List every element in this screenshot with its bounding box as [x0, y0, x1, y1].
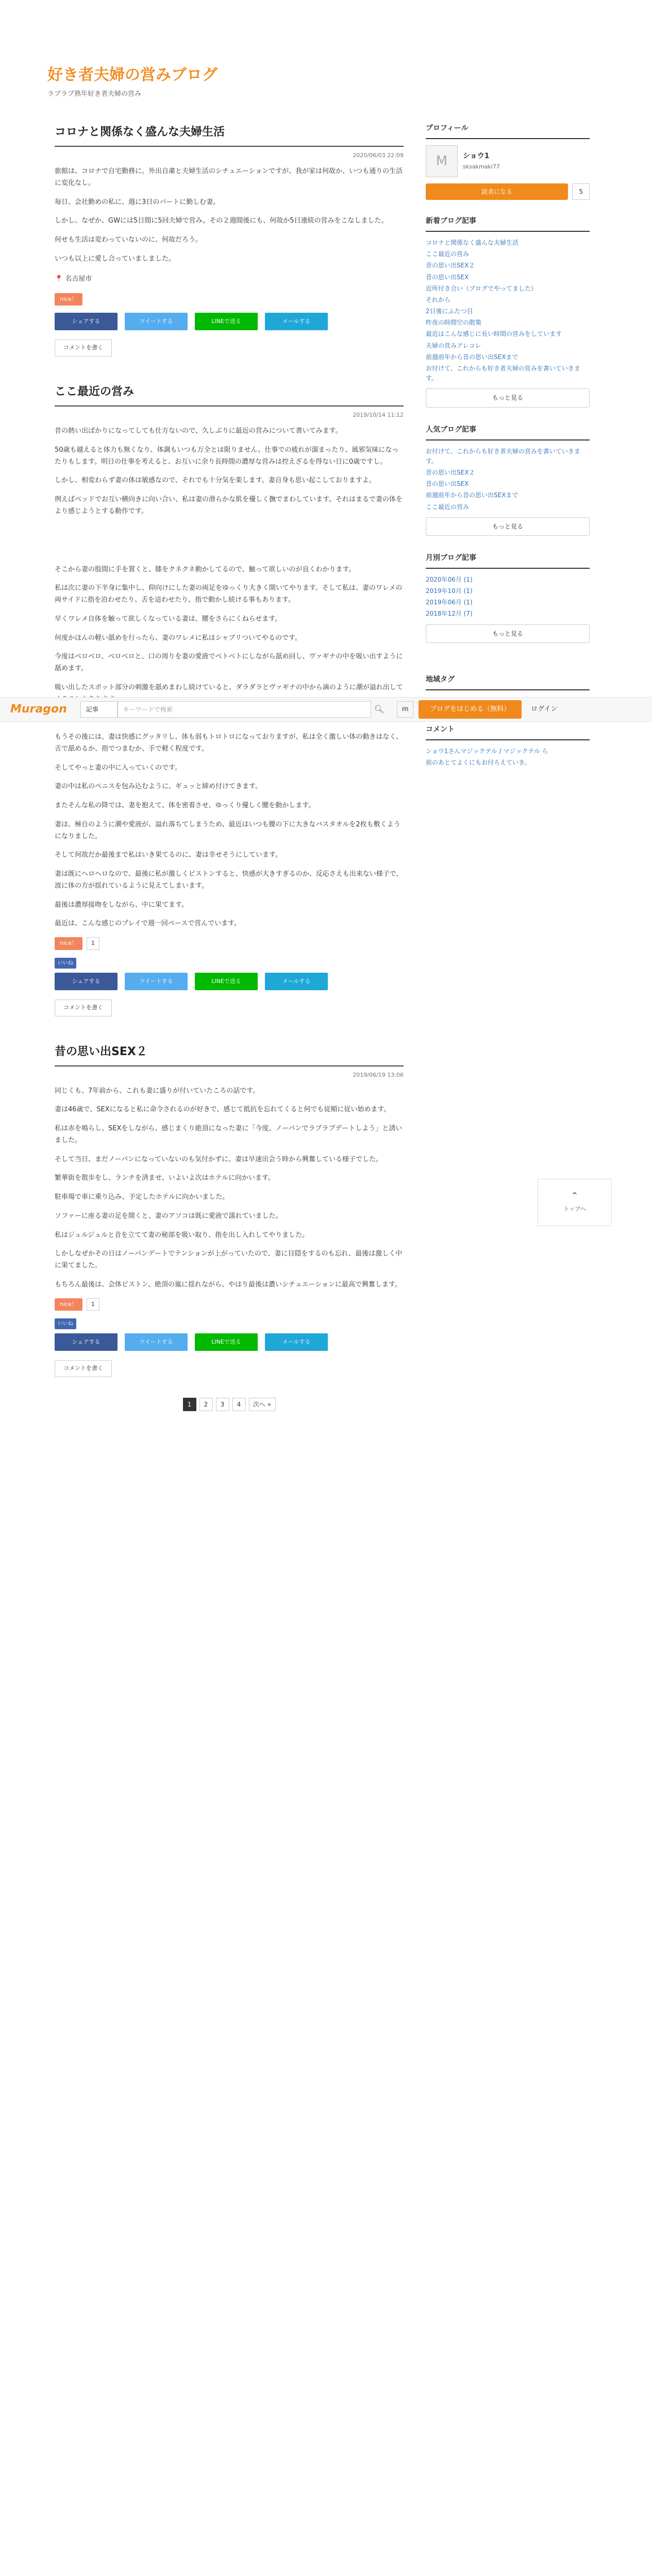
- mail-share-button[interactable]: メールする: [265, 313, 328, 330]
- search-input[interactable]: キーワードで検索: [118, 701, 371, 718]
- entry-paragraph: いつも以上に愛し合っていましました。: [55, 255, 176, 263]
- entry-paragraph: 今度はベロベロ、ベロベロと、口の周りを妻の愛液でベトベトにしながら舐め回し、ヴァギナの中を吸い出すように舐めます。: [55, 653, 403, 673]
- comment-list: [426, 747, 590, 768]
- entry-paragraph: 妻は、極自のように潮や愛液が、溢れ落ちてしまうため、最近はいつも腰の下に大きなバスタオルを2枚も敷くようになりました。: [55, 820, 400, 840]
- entry-paragraph: そして何故だか最後まで私はいき果てるのに、妻は幸せそうにしています。: [55, 851, 282, 859]
- profile: [426, 145, 590, 177]
- new-post-link[interactable]: 昨夜の時間空の散策: [426, 319, 482, 327]
- popular-posts-list: [426, 447, 590, 512]
- profile-name[interactable]: ショウ1: [463, 151, 490, 160]
- like-row: [55, 937, 404, 950]
- avatar[interactable]: M: [426, 145, 458, 177]
- facebook-share-button[interactable]: シェアする: [55, 1333, 118, 1351]
- entry-paragraph: しかし、なぜか、GWには5日間に5回夫婦で営み。その２週間後にも、何故か5日連続の営みをこなしました。: [55, 217, 388, 225]
- entry-paragraph: 最後は濃厚接吻をしながら、中に果てます。: [55, 901, 188, 909]
- new-post-link[interactable]: ここ最近の営み: [426, 250, 470, 258]
- entry-title[interactable]: ここ最近の営み: [55, 382, 404, 406]
- new-posts-list: [426, 238, 590, 383]
- nice-count: 1: [87, 1298, 99, 1311]
- main-column: [55, 123, 404, 1421]
- popular-post-link[interactable]: 昔の思い出SEX２: [426, 468, 475, 476]
- entry-date: 2019/10/14 11:12: [353, 412, 404, 419]
- line-share-button[interactable]: LINEで送る: [195, 1333, 258, 1351]
- entry-paragraph: 同じくも、7年前から、これも妻に盛りが付いていたころの話です。: [55, 1087, 260, 1095]
- monthly-heading: 月別ブログ記事: [426, 552, 590, 569]
- entry-paragraph: もちろん最後は、会体ピストン、絶頂の嵐に揺れながら、やはり最後は濃いシチュエーションに最高で興奮します。: [55, 1280, 402, 1289]
- entry-paragraph: しかし、相変わらず妻の体は敏感なので、それでも十分気を楽します。妻自身も思い起こしておりますよ。: [55, 477, 376, 485]
- line-share-button[interactable]: LINEで送る: [195, 313, 258, 330]
- pagination: [55, 1398, 404, 1411]
- twitter-share-button[interactable]: ツイートする: [125, 973, 188, 990]
- profile-id: sksakmaki77: [463, 163, 500, 171]
- new-post-link[interactable]: それから: [426, 296, 451, 303]
- profile-heading: プロフィール: [426, 123, 590, 139]
- popular-post-link[interactable]: ここ最近の営み: [426, 503, 470, 511]
- facebook-share-button[interactable]: シェアする: [55, 973, 118, 990]
- share-row: [55, 1333, 404, 1351]
- start-blog-button[interactable]: ブログをはじめる（無料）: [419, 700, 522, 719]
- entry: [55, 1042, 404, 1388]
- twitter-share-button[interactable]: ツイートする: [125, 313, 188, 330]
- new-post-link[interactable]: 最近はこんな感じに長い時間の営みをしています: [426, 330, 562, 338]
- month-link[interactable]: 2020年06月 (1): [426, 575, 473, 583]
- entry-paragraph: 私は赤を鳴らし、SEXをしながら、感じまくり絶頂になった妻に「今度、ノーパンでラブラブデートしよう」と誘いました。: [55, 1125, 403, 1144]
- popular-post-link[interactable]: 前週前年から昔の思い出SEXまで: [426, 492, 519, 499]
- back-to-top-label: トップへ: [563, 1205, 586, 1212]
- blog-header: [0, 0, 652, 123]
- reader-count: 5: [572, 183, 590, 200]
- entry-body: [55, 166, 404, 265]
- muragon-toolbar: [0, 697, 652, 722]
- month-link[interactable]: 2019年10月 (1): [426, 587, 473, 595]
- new-post-link[interactable]: 近所付き合い（ブログでやってました）: [426, 284, 538, 292]
- share-row: [55, 973, 404, 990]
- entry-paragraph: 私は次に妻の下半身に集中し、仰向けにした妻の両足をゆっくり大きく開いてやります。そして私は、妻のワレメの両サイドに指を沿わせたり、舌を這わせたり、指で動かし続ける事もあります。: [55, 584, 403, 604]
- pin-icon: 📍: [55, 275, 63, 283]
- next-page-link[interactable]: 次へ »: [249, 1398, 276, 1411]
- entry-paragraph: 旅館は、コロナで自宅勤務に。外出自粛と夫婦生活のシチュエーションですが、我が家は何故か、いつも通りの生活に変化なし。: [55, 167, 403, 187]
- page-2[interactable]: 2: [199, 1398, 213, 1411]
- entry-paragraph: 私はジュルジュルと音を立てて妻の秘部を吸い取り、指を出し入れしてやりました。: [55, 1231, 309, 1239]
- entry-paragraph: ソファーに座る妻の足を開くと、妻のアソコは既に愛液で濡れていました。: [55, 1212, 282, 1220]
- entry-title[interactable]: 昔の思い出SEX２: [55, 1042, 404, 1066]
- nice-count: 1: [87, 937, 99, 950]
- like-row: [55, 1298, 404, 1311]
- entry-paragraph: もうその後には、妻は快感にグッタリし、体も弱もトロトロになっておりますが、私は全く激しい体の動きはなく、舌で舐めるか、指でつまむか、手で軽く程度です。: [55, 733, 403, 753]
- twitter-share-button[interactable]: ツイートする: [125, 1333, 188, 1351]
- nice-button[interactable]: nice！: [55, 293, 82, 306]
- nice-button[interactable]: nice！: [55, 1298, 82, 1311]
- entry-paragraph: そしてやっと妻の中に入っていくのです。: [55, 764, 181, 772]
- like-row: [55, 293, 404, 306]
- facebook-share-button[interactable]: シェアする: [55, 313, 118, 330]
- muragon-logo[interactable]: Muragon: [10, 703, 67, 716]
- new-post-link[interactable]: 夫婦の営みアレコレ: [426, 342, 481, 349]
- entry-paragraph: そして当日、まだノーパンになっていないのも気付かずに、妻は早速出会う時から興奮している様子でした。: [55, 1155, 382, 1163]
- facebook-like-button[interactable]: いいね: [55, 1318, 76, 1329]
- mail-share-button[interactable]: メールする: [265, 973, 328, 990]
- write-comment-button[interactable]: コメントを書く: [55, 999, 112, 1016]
- page-1[interactable]: 1: [183, 1398, 196, 1411]
- entry-body: [55, 1086, 404, 1291]
- mail-share-button[interactable]: メールする: [265, 1333, 328, 1351]
- write-comment-button[interactable]: コメントを書く: [55, 1360, 112, 1377]
- entry-paragraph: 毎日、会社勤めの私に、週に3日のパートに勤しむ妻。: [55, 198, 220, 206]
- new-post-link[interactable]: 2日後にふたつ目: [426, 308, 473, 315]
- month-link[interactable]: 2019年06月 (1): [426, 599, 473, 606]
- become-reader-button[interactable]: 読者になる: [426, 183, 568, 200]
- entry-paragraph: 妻は46歳で、SEXになると私に命令されるのが好きで、感じて抵抗を忘れてくると何でも従順に従い始めます。: [55, 1106, 391, 1114]
- muragon-m-icon[interactable]: m: [397, 701, 413, 718]
- back-to-top-button[interactable]: [538, 1179, 612, 1226]
- search-icon[interactable]: 🔍︎: [374, 704, 385, 715]
- chevron-up-icon: ⌃: [571, 1191, 579, 1201]
- new-posts-heading: 新着ブログ記事: [426, 215, 590, 232]
- entry-paragraph: 早くワレメ自体を触って欲しくなっている妻は、腰をさらにくねらせます。: [55, 615, 282, 623]
- popular-post-link[interactable]: お付けて、これからも好き者夫婦の営みを書いていきます。: [426, 447, 580, 465]
- entry-paragraph: 吸い出したスポット部分の刺激を舐めまわし続けていると、ダラダラとヴァギナの中から滴のように潮が溢れ出して: [55, 683, 403, 691]
- line-share-button[interactable]: LINEで送る: [195, 973, 258, 990]
- entry-paragraph: 駐車場で車に乗り込み、予定したホテルに向かいました。: [55, 1193, 229, 1201]
- entry-paragraph: 昔の熱い出ばかりになってしても仕方ないので、久しぶりに最近の営みについて書いてみます。: [55, 427, 342, 435]
- new-post-link[interactable]: 前週前年から昔の思い出SEXまで: [426, 353, 519, 361]
- reader-row: [426, 183, 590, 200]
- monthly-list: [426, 575, 590, 619]
- sidebar: [426, 123, 590, 773]
- entry-paragraph: 例えばベッドでお互い横向きに向い合い、私は妻の滑らかな肌を優しく撫でまわしています。それはまるで妻の体をより感じようとする動作です。: [55, 496, 403, 515]
- comment-heading: コメント: [426, 724, 590, 740]
- page-4[interactable]: 4: [232, 1398, 246, 1411]
- blog-title[interactable]: 好き者夫婦の営みブログ: [47, 66, 218, 84]
- entry-paragraph: 50歳も越えると体力も無くなり、体調もいつも万全とは限りません。仕事での疲れが溜まったり、風邪気味になったりもします。明日の仕事を考えると、お互いに余り長時間の濃厚な営みは控えざるを得ない日に0歳ですし。: [55, 446, 399, 466]
- share-row: [55, 313, 404, 330]
- facebook-like-button[interactable]: いいね: [55, 958, 76, 969]
- comment-link[interactable]: 前のあとてよくにもお付ろえていき。: [426, 759, 531, 767]
- entry-paragraph: しかしなぜかその日はノーパンデートでテンションが上がっていたので、妻に目隠をするのも忘れ、最後は激しく中に果てました。: [55, 1250, 403, 1270]
- entry-tag[interactable]: [55, 274, 404, 285]
- entry-paragraph: 何せも生活は変わっていないのに、何故だろう。: [55, 236, 202, 244]
- write-comment-button[interactable]: コメントを書く: [55, 340, 112, 357]
- entry-paragraph: 繁華街を散歩をし、ランチを済ませ、いよいよ次はホテルに向かいます。: [55, 1174, 275, 1182]
- new-post-link[interactable]: コロナと関係なく盛んな夫婦生活: [426, 239, 519, 246]
- entry-paragraph: 妻は既にヘロヘロなので、最後に私が激しくピストンすると、快感が大きすぎるのか、反応さえも出来ない様子で、波に体の方が揺れているように見えてしまいます。: [55, 870, 403, 890]
- new-post-link[interactable]: お付けて、これからも好き者夫婦の営みを書いていきます。: [426, 365, 580, 382]
- popular-posts-heading: 人気ブログ記事: [426, 424, 590, 440]
- entry-paragraph: そこから妻の股間に手を置くと、膝をクネクネ動かしてるので、触って欲しいのが良くわかります。: [55, 565, 356, 573]
- new-post-link[interactable]: 昔の思い出SEX: [426, 273, 469, 281]
- entry-paragraph: 妻の中は私のペニスを包み込むように、ギュッと締め付けてきます。: [55, 783, 262, 791]
- entry-date: 2019/06/19 13:06: [353, 1071, 404, 1078]
- entry-paragraph: またそんな私の降では、妻を抱えて、体を密着させ、ゆっくり優しく腰を動かします。: [55, 802, 315, 810]
- popular-post-link[interactable]: 昔の思い出SEX: [426, 480, 469, 488]
- entry: [55, 123, 404, 382]
- entry-paragraph: 最近は、こんな感じのプレイで週一回ペースで営んでいます。: [55, 920, 241, 928]
- monthly-more-button[interactable]: もっと見る: [426, 624, 590, 643]
- month-link[interactable]: 2018年12月 (7): [426, 610, 473, 618]
- blog-subtitle: ラブラブ熟年好き者夫婦の営み: [47, 90, 142, 98]
- new-post-link[interactable]: 昔の思い出SEX２: [426, 262, 475, 269]
- new-posts-more-button[interactable]: もっと見る: [426, 388, 590, 407]
- tag-label: 名古屋市: [65, 275, 92, 283]
- entry-date: 2020/06/03 22:09: [353, 152, 404, 159]
- comment-link[interactable]: ショウ1さんマジックテル / マジックテル ら: [426, 747, 548, 755]
- page-3[interactable]: 3: [216, 1398, 229, 1411]
- entry-title[interactable]: コロナと関係なく盛んな夫婦生活: [55, 123, 404, 147]
- entry-paragraph: 何度かほんの軽い舐めを行ったら、妻のワレメに私はシャブリついてやるのです。: [55, 634, 302, 642]
- login-link[interactable]: ログイン: [531, 705, 558, 713]
- search-type-select[interactable]: 記事: [80, 701, 118, 718]
- region-tag-heading: 地域タグ: [426, 674, 590, 690]
- entry-body: [55, 426, 404, 930]
- nice-button[interactable]: nice！: [55, 937, 82, 950]
- popular-posts-more-button[interactable]: もっと見る: [426, 517, 590, 536]
